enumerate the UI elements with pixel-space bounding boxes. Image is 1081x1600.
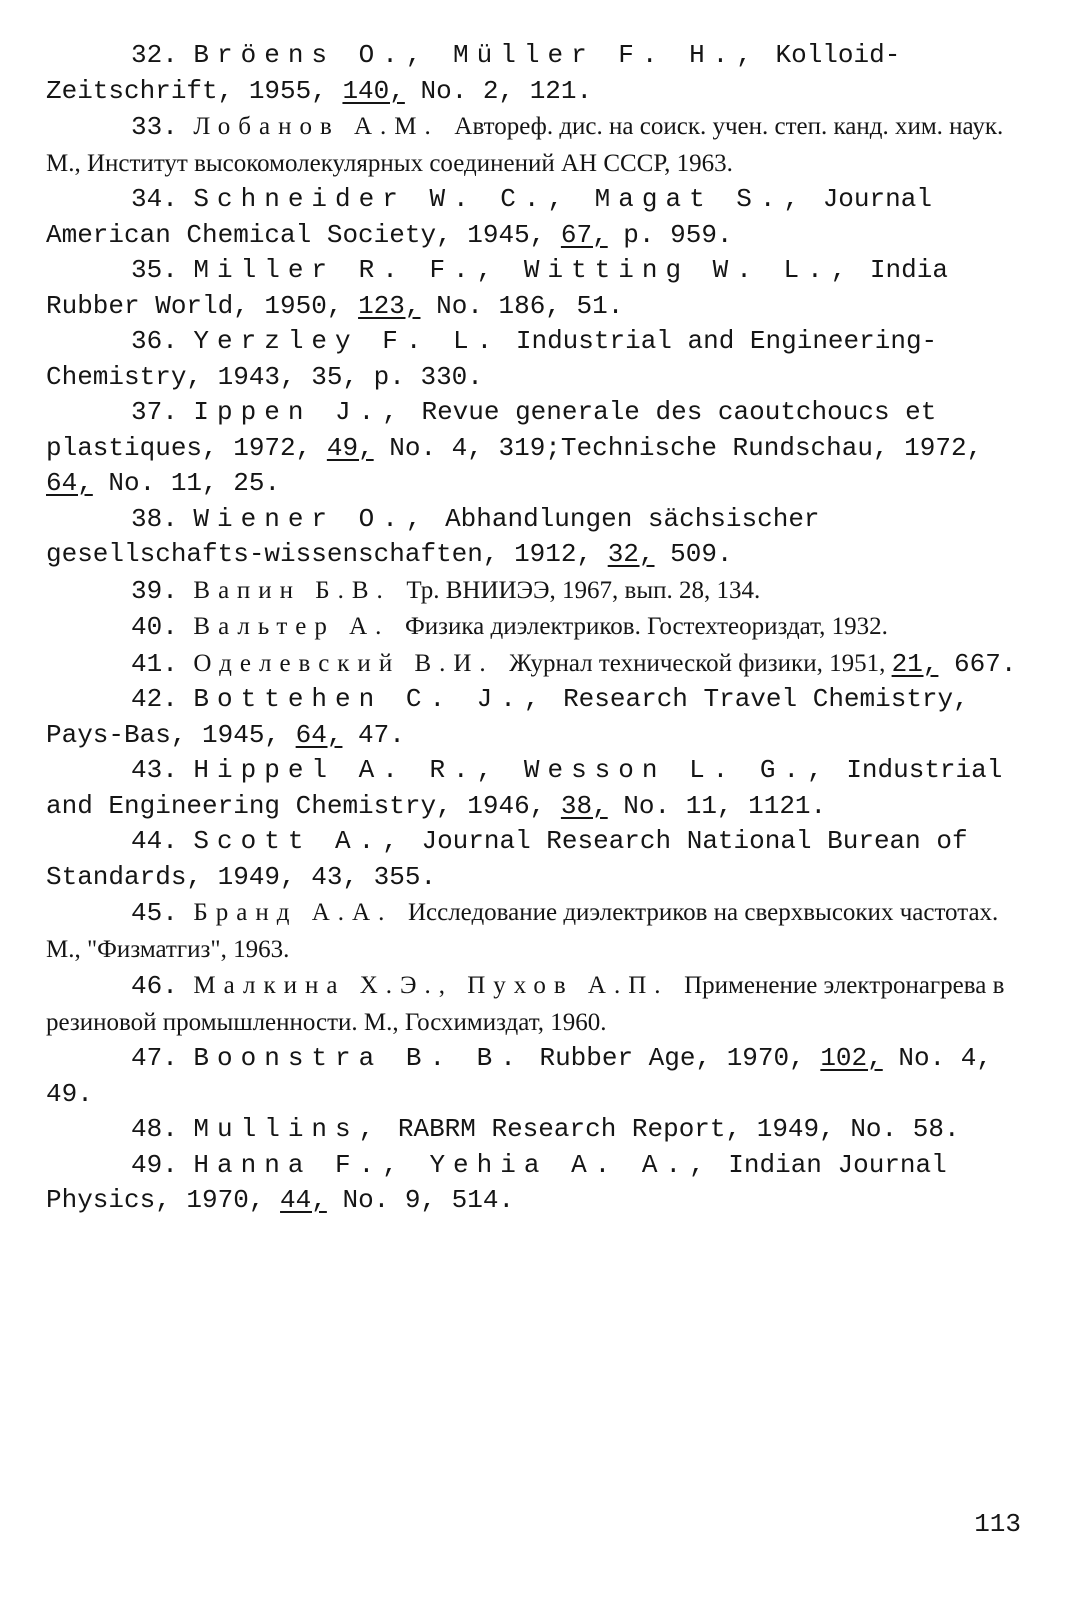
ref-number: 44. [131, 826, 178, 856]
reference-32 [46, 38, 1031, 109]
ref-text: Industrial and Engineering-Chemistry, 1943, 35, p. 330. [46, 326, 938, 392]
reference-37 [46, 395, 1031, 502]
ref-text: RABRM Research Report, 1949, No. 58. [397, 1114, 960, 1144]
reference-35 [46, 253, 1031, 324]
ref-volume: 21, [891, 648, 939, 679]
reference-42 [46, 682, 1031, 753]
ref-text: Автореф. дис. на соиск. учен. степ. канд. хим. наук. М., Институт высокомолекулярных соединений АН СССР, 1963. [46, 113, 1004, 177]
ref-text: Применение электронагрева в резиновой промышленности. М., Госхимиздат, 1960. [46, 972, 1005, 1036]
ref-number: 34. [131, 184, 178, 214]
ref-number: 38. [131, 503, 178, 534]
ref-text: India Rubber World, 1950, [46, 255, 948, 321]
ref-text-second-tail: No. 11, 25. [92, 468, 281, 498]
reference-33 [46, 109, 1031, 182]
ref-text: Тр. ВНИИЭЭ, 1967, вып. 28, 134. [406, 576, 761, 604]
ref-author: Mullins, [193, 1114, 383, 1144]
ref-author: Miller R. F., Witting W. L., [193, 255, 855, 285]
ref-text-tail: 667. [938, 648, 1017, 679]
reference-43 [46, 753, 1031, 824]
ref-text: Kolloid-Zeitschrift, 1955, [46, 40, 901, 106]
reference-45 [46, 895, 1031, 968]
reference-39 [46, 573, 1031, 610]
ref-author: Boonstra B. B. [193, 1043, 524, 1073]
ref-number: 45. [131, 898, 178, 928]
ref-number: 40. [131, 612, 178, 642]
ref-volume: 32, [607, 539, 655, 569]
reference-list [46, 38, 1031, 1219]
ref-number: 43. [131, 755, 178, 785]
reference-41 [46, 646, 1031, 683]
ref-number: 37. [131, 397, 178, 427]
ref-author: Schneider W. C., Magat S., [193, 184, 808, 214]
ref-author: Оделевский В.И. [193, 649, 494, 677]
ref-text: Журнал технической физики, 1951, [509, 649, 892, 677]
ref-text-tail: No. 4, 319; [373, 432, 561, 463]
ref-volume: 140, [342, 75, 405, 106]
ref-volume-second: 64, [46, 468, 93, 498]
ref-volume: 49, [326, 432, 374, 463]
ref-volume: 64, [295, 719, 343, 750]
ref-number: 48. [131, 1114, 178, 1144]
ref-text: Abhandlungen sächsischer gesellschafts-wissenschaften, 1912, [46, 503, 820, 569]
ref-number: 33. [131, 112, 178, 142]
ref-author: Scott A., [193, 826, 406, 856]
ref-volume: 123, [358, 290, 421, 321]
ref-number: 35. [131, 255, 178, 285]
ref-author: Bröens O., Müller F. H., [193, 40, 760, 70]
ref-volume: 44, [280, 1185, 327, 1215]
ref-text: Revue generale des caoutchoucs et plastiques, 1972, [46, 397, 937, 463]
ref-number: 41. [131, 648, 178, 679]
ref-text-tail: 509. [654, 539, 733, 569]
ref-author: Yerzley F. L. [193, 326, 501, 356]
ref-author: Вальтер А. [193, 613, 390, 640]
ref-text-tail: 47. [342, 719, 405, 750]
ref-author: Hippel A. R., Wesson L. G., [193, 755, 831, 785]
ref-text-tail: p. 959. [607, 219, 733, 250]
ref-text: Indian Journal Physics, 1970, [46, 1149, 947, 1215]
ref-number: 39. [131, 575, 178, 606]
ref-text: Journal Research National Burean of Standards, 1949, 43, 355. [46, 826, 968, 892]
ref-number: 42. [131, 684, 178, 714]
ref-text-tail: No. 4, 49. [46, 1043, 992, 1109]
reference-48 [46, 1112, 1031, 1148]
ref-author: Малкина Х.Э., Пухов А.П. [193, 972, 669, 999]
ref-volume: 102, [820, 1043, 883, 1073]
ref-text-tail: No. 2, 121. [404, 75, 593, 106]
ref-number: 47. [131, 1043, 178, 1073]
ref-text-tail: No. 186, 51. [420, 290, 624, 321]
ref-author: Вапин Б.В. [193, 576, 391, 604]
ref-text: Industrial and Engineering Chemistry, 1946, [46, 755, 1003, 821]
ref-author: Wiener O., [193, 503, 430, 534]
ref-text: Rubber Age, 1970, [539, 1043, 821, 1073]
ref-author: Бранд А.А. [193, 899, 393, 926]
reference-44 [46, 824, 1031, 895]
ref-number: 46. [131, 971, 178, 1001]
ref-volume: 67, [560, 219, 608, 250]
reference-46 [46, 968, 1031, 1041]
ref-text-second: Technische Rundschau, 1972, [560, 432, 983, 463]
reference-34 [46, 182, 1031, 253]
ref-text-tail: No. 9, 514. [326, 1185, 515, 1215]
ref-volume: 38, [560, 790, 608, 821]
ref-author: Bottehen C. J., [193, 684, 548, 714]
reference-49 [46, 1148, 1031, 1219]
ref-author: Ippen J., [193, 397, 406, 427]
ref-text-tail: No. 11, 1121. [607, 790, 827, 821]
ref-number: 36. [131, 326, 178, 356]
ref-author: Hanna F., Yehia A. A., [193, 1149, 713, 1180]
reference-40 [46, 609, 1031, 646]
ref-number: 49. [131, 1149, 178, 1180]
ref-text: Journal American Chemical Society, 1945, [46, 184, 932, 250]
page-number: 113 [974, 1509, 1021, 1539]
ref-number: 32. [131, 40, 178, 70]
reference-36 [46, 324, 1031, 395]
reference-47 [46, 1041, 1031, 1112]
ref-text: Research Travel Chemistry, Pays-Bas, 1945, [46, 684, 969, 750]
ref-author: Лобанов А.М. [193, 113, 439, 140]
ref-text: Исследование диэлектриков на сверхвысоких частотах. М., "Физматгиз", 1963. [46, 899, 999, 963]
reference-38 [46, 502, 1031, 573]
ref-text: Физика диэлектриков. Гостехтеориздат, 1932. [405, 613, 888, 640]
